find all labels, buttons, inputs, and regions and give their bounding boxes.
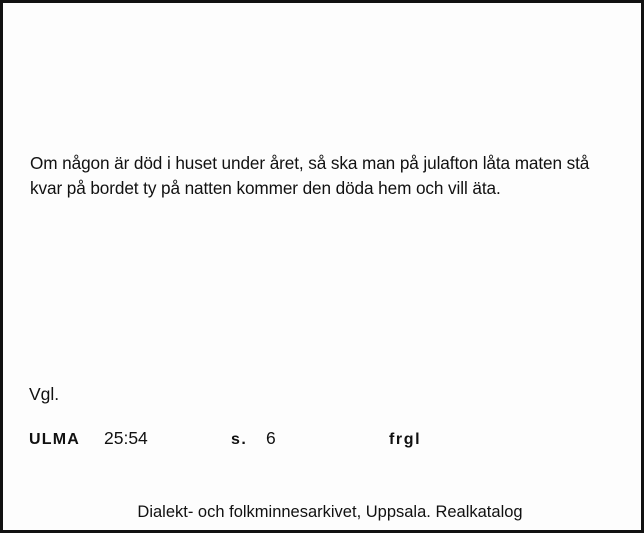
archive-code: ULMA [29,431,81,448]
reference-row [3,428,644,452]
card-footer [3,503,644,522]
archive-number: 25:54 [104,428,148,448]
page-number: 6 [266,428,276,448]
page-label: s. [231,431,248,448]
vgl-label: Vgl. [29,384,60,404]
footer-text: Dialekt- och folkminnesarkivet, Uppsala. Realkatalog [137,503,523,521]
card-body-text: Om någon är död i huset under året, så ska man på julafton låta maten stå kvar på bordet ty på natten kommer den döda hem och vill äta. [30,153,590,198]
category-code: frgl [389,431,422,448]
